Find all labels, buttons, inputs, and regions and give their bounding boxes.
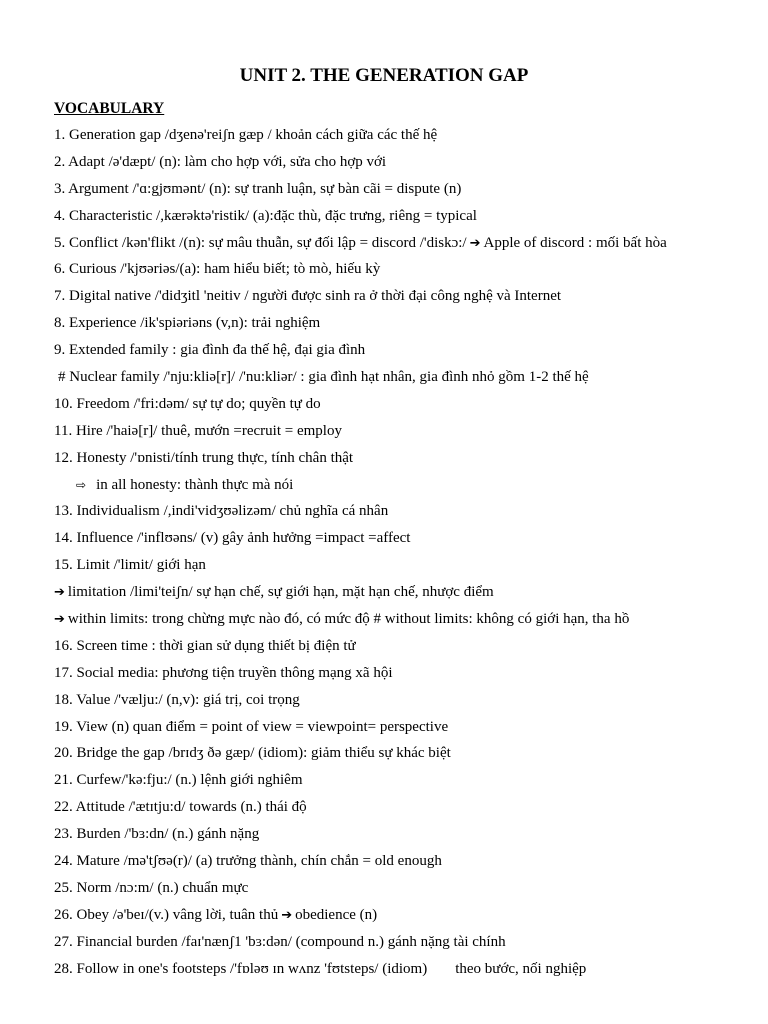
vocab-subitem: ➔ within limits: trong chừng mực nào đó, có mức độ # without limits: không có giới hạn, tha hồ [54, 611, 630, 628]
vocab-item: 25. Norm /nɔ:m/ (n.) chuẩn mực [54, 879, 249, 896]
vocab-item: 15. Limit /'limit/ giới hạn [54, 557, 206, 574]
vocab-item: 1. Generation gap /dʒenə'reiʃn gæp / khoản cách giữa các thế hệ [54, 127, 438, 143]
vocab-item: 5. Conflict /kən'flikt /(n): sự mâu thuẫn, sự đối lập = discord /'diskɔ:/ ➔ Apple of discord : mối bất hòa [54, 234, 667, 251]
vocab-item: 8. Experience /ik'spiəriəns (v,n): trải nghiệm [54, 315, 321, 332]
vocab-item: 14. Influence /'inflʊəns/ (v) gây ảnh hưởng =impact =affect [54, 530, 411, 547]
vocab-item: 2. Adapt /ə'dæpt/ (n): làm cho hợp với, sửa cho hợp với [54, 153, 387, 170]
vocab-item: 23. Burden /'bɜ:dn/ (n.) gánh nặng [54, 826, 260, 843]
vocabulary-list [54, 125, 754, 986]
vocab-subitem: ➔ limitation /limi'teiʃn/ sự hạn chế, sự giới hạn, mặt hạn chế, nhược điểm [54, 584, 494, 601]
vocab-item: 28. Follow in one's footsteps /'fɒləʊ ɪn wʌnz 'fʊtsteps/ (idiom) theo bước, nối nghiệp [54, 960, 587, 977]
vocab-item: 16. Screen time : thời gian sử dụng thiết bị điện tử [54, 637, 356, 654]
vocab-item: 3. Argument /'ɑ:gjʊmənt/ (n): sự tranh luận, sự bàn cãi = dispute (n) [54, 180, 462, 197]
vocab-item: 9. Extended family : gia đình đa thế hệ, đại gia đình [54, 342, 366, 359]
vocab-item: 22. Attitude /'ætɪtju:d/ towards (n.) thái độ [54, 799, 307, 816]
arrow-right-icon: ➔ [54, 612, 65, 628]
arrow-right-icon: ➔ [281, 907, 293, 923]
vocab-item: 20. Bridge the gap /brɪdʒ ðə gæp/ (idiom): giảm thiểu sự khác biệt [54, 745, 451, 762]
vocab-item: 27. Financial burden /faɪ'nænʃ1 'bɜ:dən/ (compound n.) gánh nặng tài chính [54, 933, 506, 950]
vocab-item: 19. View (n) quan điểm = point of view = viewpoint= perspective [54, 718, 449, 735]
vocab-item: 10. Freedom /'fri:dəm/ sự tự do; quyền tự do [54, 395, 321, 412]
arrow-right-icon: ➔ [469, 235, 481, 251]
vocab-item: 6. Curious /'kjʊəriəs/(a): ham hiểu biết; tò mò, hiếu kỳ [54, 261, 381, 278]
vocab-item: 26. Obey /ə'beɪ/(v.) vâng lời, tuân thủ ➔ obedience (n) [54, 906, 378, 923]
vocab-item: 7. Digital native /'didʒitl 'neitiv / người được sinh ra ở thời đại công nghệ và Internet [54, 288, 562, 305]
vocab-subitem: ⇨ in all honesty: thành thực mà nói [76, 476, 294, 493]
vocab-item: 17. Social media: phương tiện truyền thông mạng xã hội [54, 664, 393, 681]
vocab-subitem: # Nuclear family /'nju:kliə[r]/ /'nu:kliər/ : gia đình hạt nhân, gia đình nhỏ gồm 1-2 thế hệ [58, 369, 589, 386]
vocab-item: 4. Characteristic /,kærəktə'ristik/ (a):đặc thù, đặc trưng, riêng = typical [54, 207, 477, 224]
arrow-right-icon: ➔ [54, 585, 65, 601]
vocab-item: 21. Curfew/'kə:fju:/ (n.) lệnh giới nghiêm [54, 772, 303, 789]
vocab-item: 18. Value /'vælju:/ (n,v): giá trị, coi trọng [54, 691, 300, 708]
vocab-item: 11. Hire /'haiə[r]/ thuê, mướn =recruit = employ [54, 422, 342, 439]
page-title: UNIT 2. THE GENERATION GAP [239, 65, 529, 86]
hollow-arrow-icon: ⇨ [76, 477, 87, 492]
section-heading: VOCABULARY [54, 100, 165, 117]
vocab-item: 12. Honesty /'ɒnisti/tính trung thực, tính chân thật [54, 449, 354, 466]
vocab-item: 13. Individualism /,indi'vidʒʊəlizəm/ chủ nghĩa cá nhân [54, 503, 389, 520]
vocab-item: 24. Mature /mə'tʃʊə(r)/ (a) trưởng thành, chín chắn = old enough [54, 853, 442, 870]
